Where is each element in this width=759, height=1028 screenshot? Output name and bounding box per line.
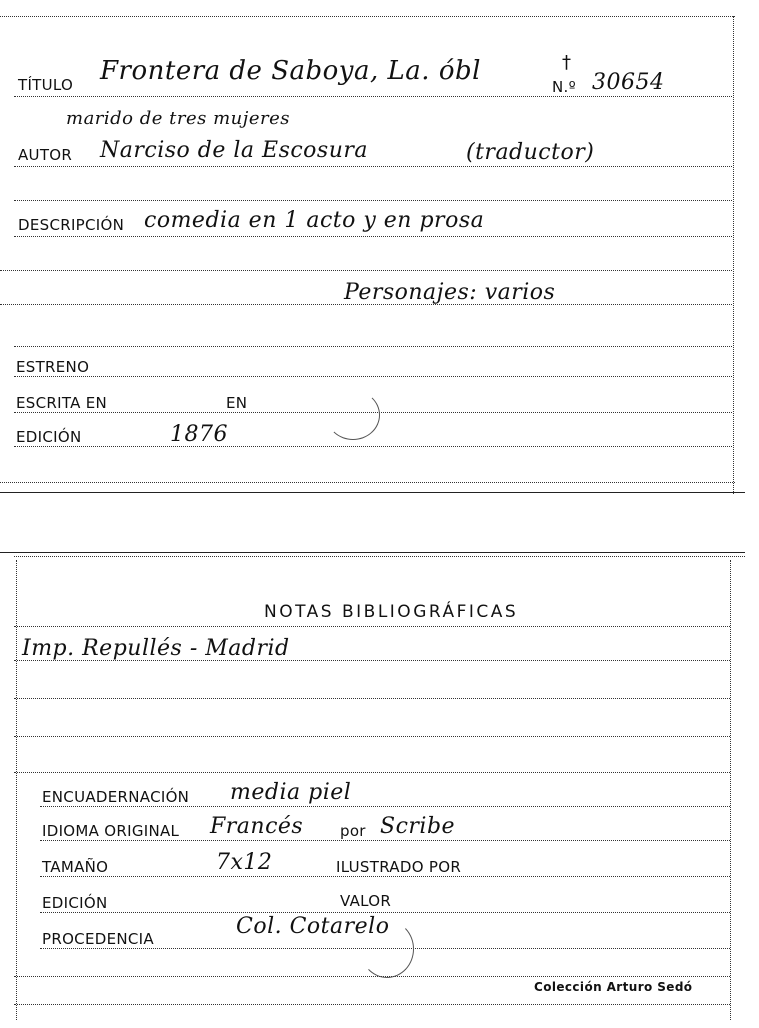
notes-line bbox=[14, 736, 730, 737]
edicion2-label: EDICIÓN bbox=[42, 894, 108, 912]
numero-label: N.º bbox=[552, 78, 576, 96]
por-label: por bbox=[340, 822, 366, 840]
autor-value: Narciso de la Escosura bbox=[100, 138, 369, 163]
notes-line bbox=[14, 698, 730, 699]
titulo-continuation: marido de tres mujeres bbox=[66, 108, 290, 129]
autor-line bbox=[14, 166, 732, 167]
dagger-mark: † bbox=[562, 52, 571, 73]
valor-label: VALOR bbox=[340, 892, 392, 910]
tamano-value: 7x12 bbox=[216, 850, 273, 875]
por-value: Scribe bbox=[380, 814, 456, 839]
edicion-value: 1876 bbox=[170, 422, 228, 447]
rule-line bbox=[14, 200, 732, 201]
escrita-en-label: EN bbox=[226, 394, 248, 412]
card-top-border bbox=[0, 552, 745, 553]
catalog-card-notes bbox=[0, 540, 759, 1028]
idioma-value: Francés bbox=[210, 814, 304, 839]
edicion-label: EDICIÓN bbox=[16, 428, 82, 446]
titulo-label: TÍTULO bbox=[18, 76, 74, 94]
tamano-label: TAMAÑO bbox=[42, 858, 109, 876]
card-right-border bbox=[730, 560, 731, 1020]
autor-role: (traductor) bbox=[466, 140, 595, 165]
titulo-line bbox=[14, 96, 732, 97]
collection-stamp: Colección Arturo Sedó bbox=[534, 980, 693, 994]
card-top-border bbox=[0, 16, 735, 17]
estreno-line bbox=[14, 376, 732, 377]
ilustrado-label: ILUSTRADO POR bbox=[336, 858, 462, 876]
descripcion-label: DESCRIPCIÓN bbox=[18, 216, 125, 234]
descripcion-line bbox=[14, 236, 732, 237]
autor-label: AUTOR bbox=[18, 146, 73, 164]
rule-line bbox=[0, 482, 735, 483]
encuadernacion-value: media piel bbox=[230, 780, 352, 805]
notes-title: NOTAS BIBLIOGRÁFICAS bbox=[264, 602, 519, 622]
card-right-border bbox=[733, 16, 734, 494]
personajes-value: Personajes: varios bbox=[344, 280, 556, 305]
titulo-value: Frontera de Saboya, La. óbl bbox=[100, 56, 481, 86]
catalog-card-title bbox=[0, 0, 759, 495]
rule-line bbox=[14, 976, 730, 977]
card-left-border bbox=[16, 560, 17, 1020]
notes-value: Imp. Repullés - Madrid bbox=[22, 636, 290, 661]
tamano-line bbox=[40, 876, 730, 877]
rule-line bbox=[14, 346, 732, 347]
card-top-border-dotted bbox=[14, 556, 745, 557]
card-bottom-border bbox=[14, 1004, 730, 1005]
notes-line bbox=[14, 660, 730, 661]
estreno-label: ESTRENO bbox=[16, 358, 90, 376]
rule-line bbox=[0, 304, 732, 305]
edicion2-line bbox=[40, 912, 730, 913]
idioma-label: IDIOMA ORIGINAL bbox=[42, 822, 180, 840]
stamp-mark bbox=[326, 390, 380, 440]
numero-value: 30654 bbox=[592, 70, 665, 95]
notes-line bbox=[14, 772, 730, 773]
idioma-line bbox=[40, 840, 730, 841]
procedencia-value: Col. Cotarelo bbox=[236, 914, 390, 939]
escrita-label: ESCRITA EN bbox=[16, 394, 108, 412]
edicion-line bbox=[14, 446, 732, 447]
encuadernacion-label: ENCUADERNACIÓN bbox=[42, 788, 190, 806]
notes-title-line bbox=[14, 626, 730, 627]
procedencia-label: PROCEDENCIA bbox=[42, 930, 154, 948]
rule-line bbox=[0, 270, 732, 271]
descripcion-value: comedia en 1 acto y en prosa bbox=[144, 208, 485, 233]
stamp-mark bbox=[360, 920, 414, 978]
encuadernacion-line bbox=[40, 806, 730, 807]
card-bottom-border bbox=[0, 492, 745, 493]
